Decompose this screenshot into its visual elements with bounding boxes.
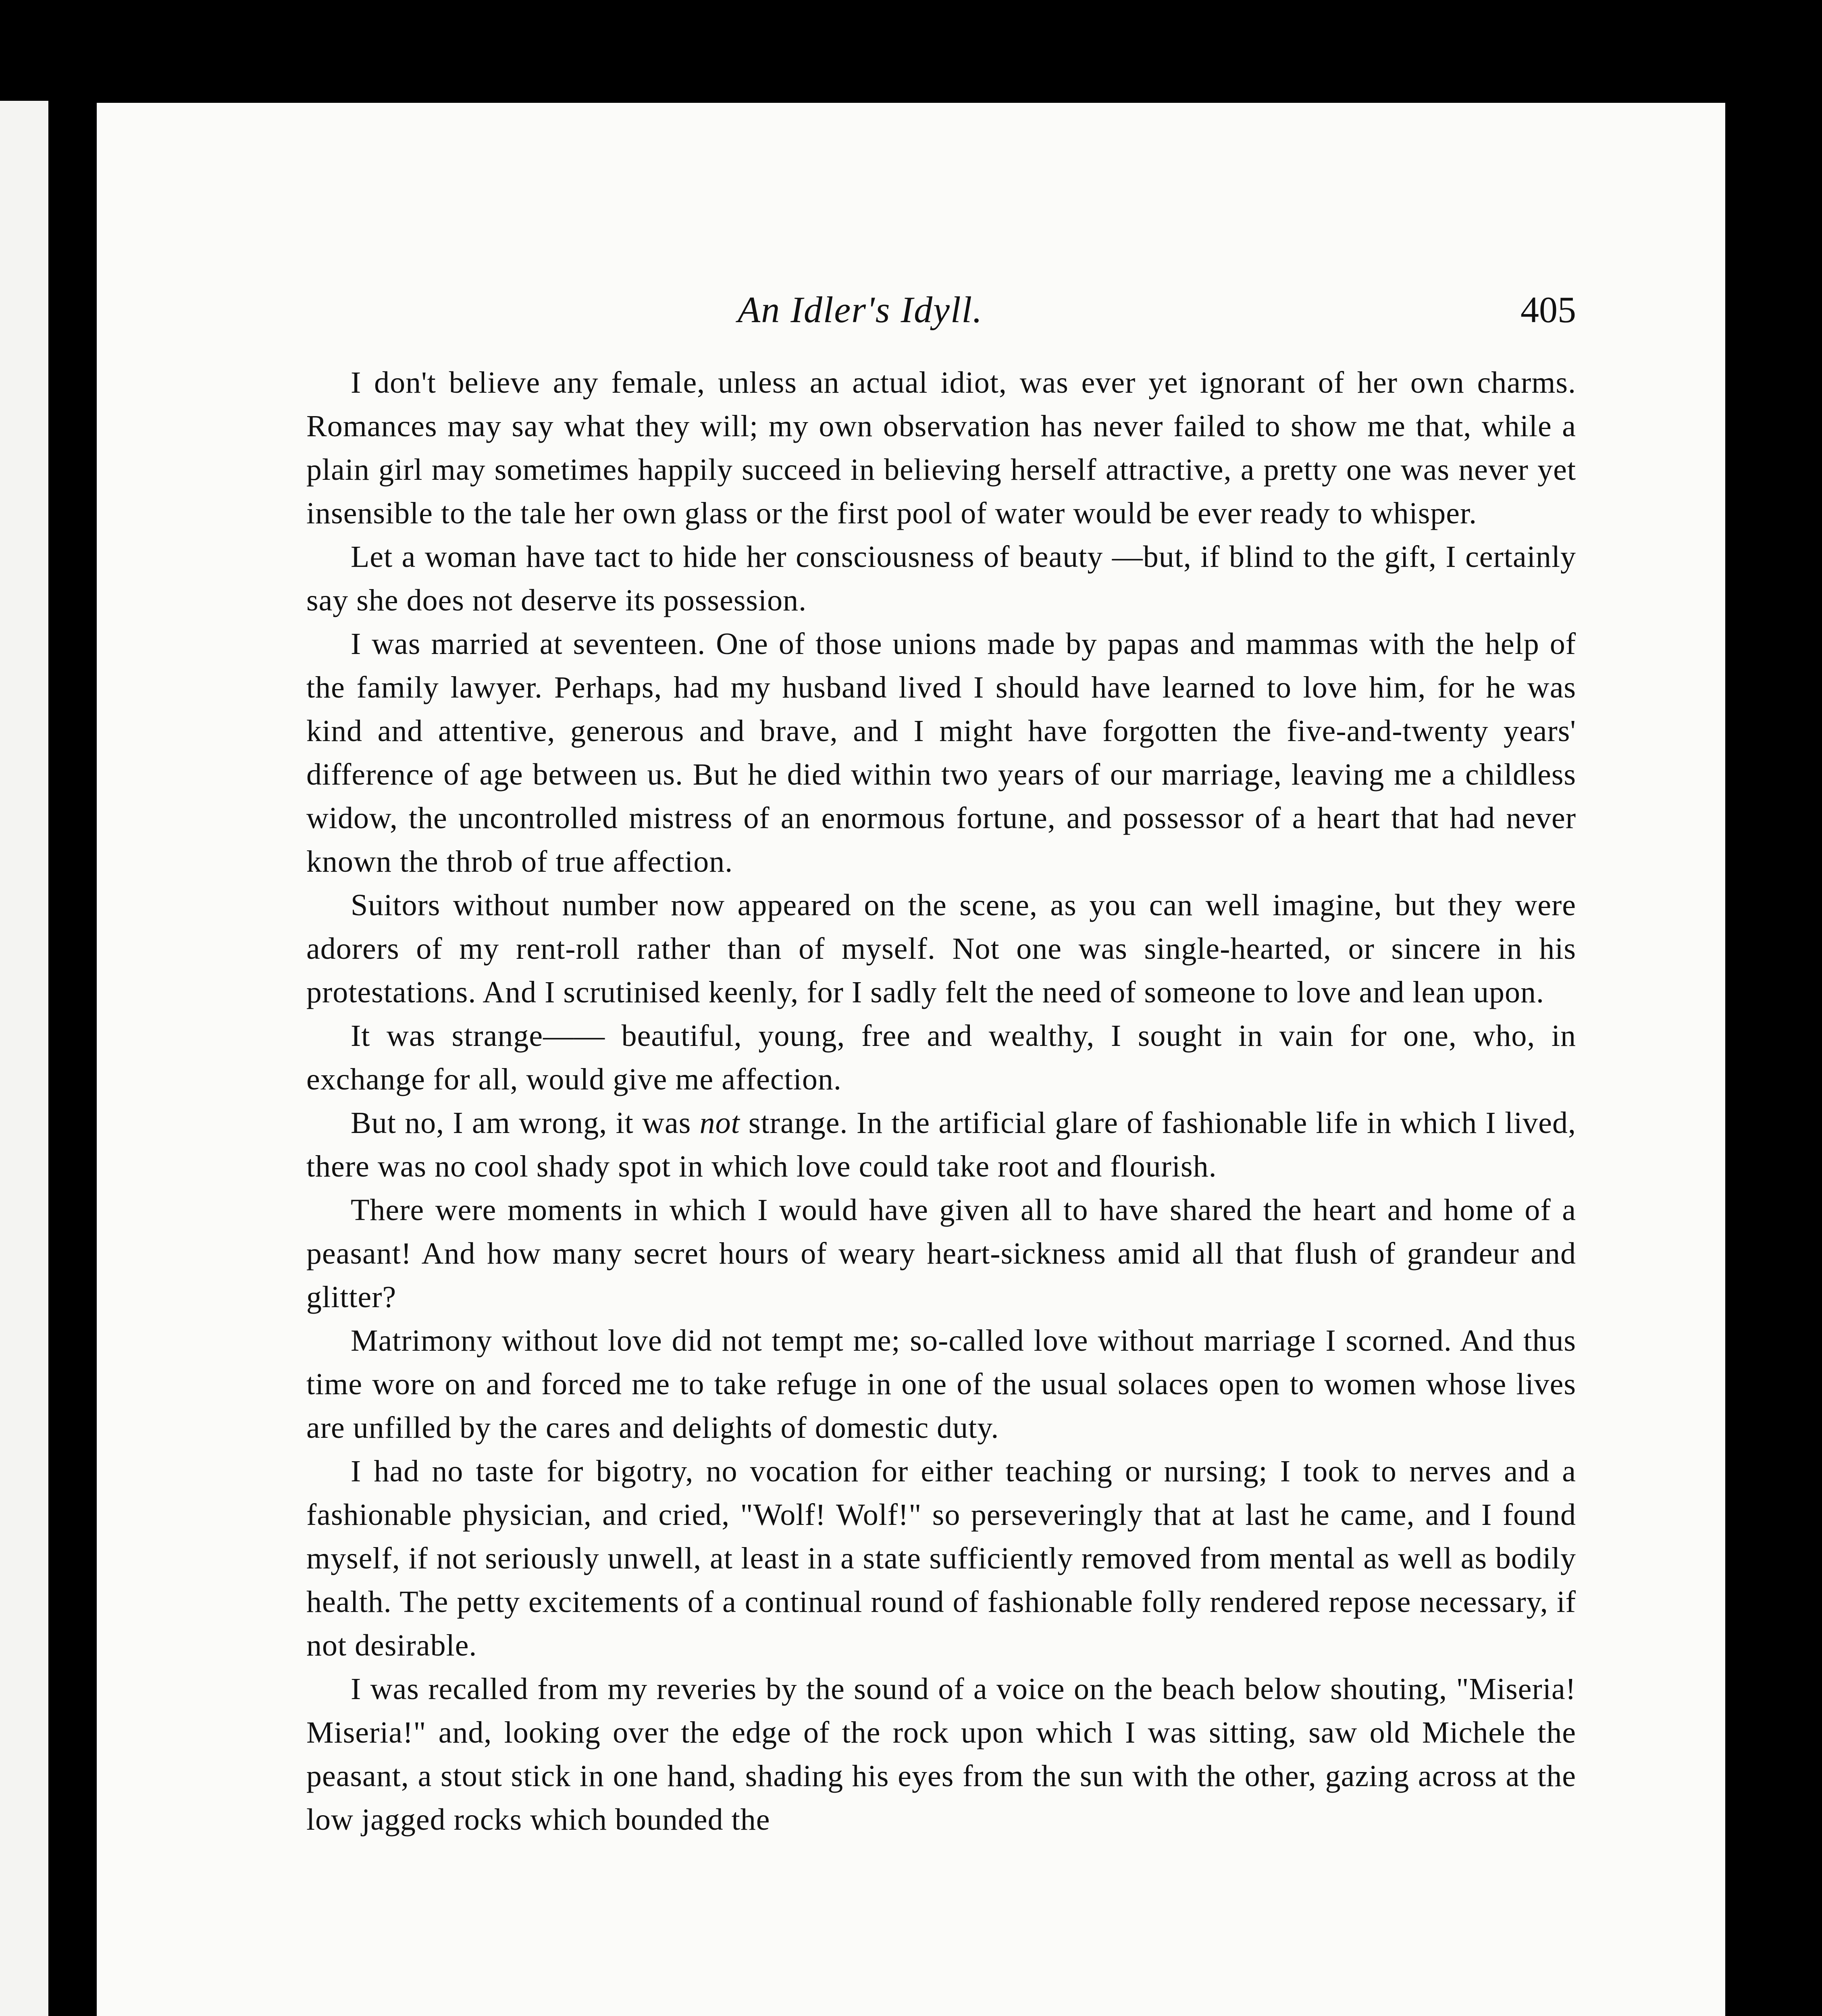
paragraph-text: strange. In the artificial glare of fashionable life in which I lived, there was no cool shady spot in which love could take root and flourish. xyxy=(306,1106,1576,1183)
paragraph: I was married at seventeen. One of those unions made by papas and mammas with the help of the family lawyer. Perhaps, had my husband lived I should have learned to love him, for he was kind and attentive, generous and brave, and I might have forgotten the five-and-twenty years' difference of age between us. But he died within two years of our marriage, leaving me a childless widow, the uncontrolled mistress of an enormous fortune, and possessor of a heart that had never known the throb of true affection. xyxy=(306,627,1576,879)
previous-page-edge xyxy=(0,101,48,2016)
book-page xyxy=(97,103,1725,2016)
running-head-title: An Idler's Idyll. xyxy=(738,289,983,330)
paragraph: There were moments in which I would have given all to have shared the heart and home of a peasant! And how many secret hours of weary heart-sickness amid all that flush of grandeur and glitter? xyxy=(306,1193,1576,1314)
paragraph xyxy=(306,1101,1576,1188)
paragraph: Let a woman have tact to hide her consciousness of beauty —but, if blind to the gift, I certainly say she does not deserve its possession. xyxy=(306,540,1576,617)
page-number: 405 xyxy=(1520,289,1576,330)
paragraph-text: But no, I am wrong, it was xyxy=(351,1106,700,1140)
running-head xyxy=(306,288,1576,361)
paragraph: Suitors without number now appeared on the scene, as you can well imagine, but they were adorers of my rent-roll rather than of myself. Not one was single-hearted, or sincere in his protestations. And I scrutinised keenly, for I sadly felt the need of someone to love and lean upon. xyxy=(306,888,1576,1009)
page-content xyxy=(306,288,1576,1841)
paragraph: I was recalled from my reveries by the sound of a voice on the beach below shouting, "Miseria! Miseria!" and, looking over the edge of the rock upon which I was sitting, saw old Michele the peasant, a stout stick in one hand, shading his eyes from the sun with the other, gazing across at the low jagged rocks which bounded the xyxy=(306,1672,1576,1837)
paragraph: I had no taste for bigotry, no vocation for either teaching or nursing; I took to nerves and a fashionable physician, and cried, "Wolf! Wolf!" so perseveringly that at last he came, and I found myself, if not seriously unwell, at least in a state sufficiently removed from mental as well as bodily health. The petty excitements of a continual round of fashionable folly rendered repose necessary, if not desirable. xyxy=(306,1454,1576,1662)
paragraph: It was strange—— beautiful, young, free and wealthy, I sought in vain for one, who, in exchange for all, would give me affection. xyxy=(306,1019,1576,1096)
emphasis-text: not xyxy=(699,1106,740,1140)
paragraph: I don't believe any female, unless an actual idiot, was ever yet ignorant of her own charms. Romances may say what they will; my own observation has never failed to show me that, while a plain girl may sometimes happily succeed in believing herself attractive, a pretty one was never yet insensible to the tale her own glass or the first pool of water would be ever ready to whisper. xyxy=(306,366,1576,530)
paragraph: Matrimony without love did not tempt me; so-called love without marriage I scorned. And thus time wore on and forced me to take refuge in one of the usual solaces open to women whose lives are unfilled by the cares and delights of domestic duty. xyxy=(306,1324,1576,1445)
body-text xyxy=(306,361,1576,1841)
